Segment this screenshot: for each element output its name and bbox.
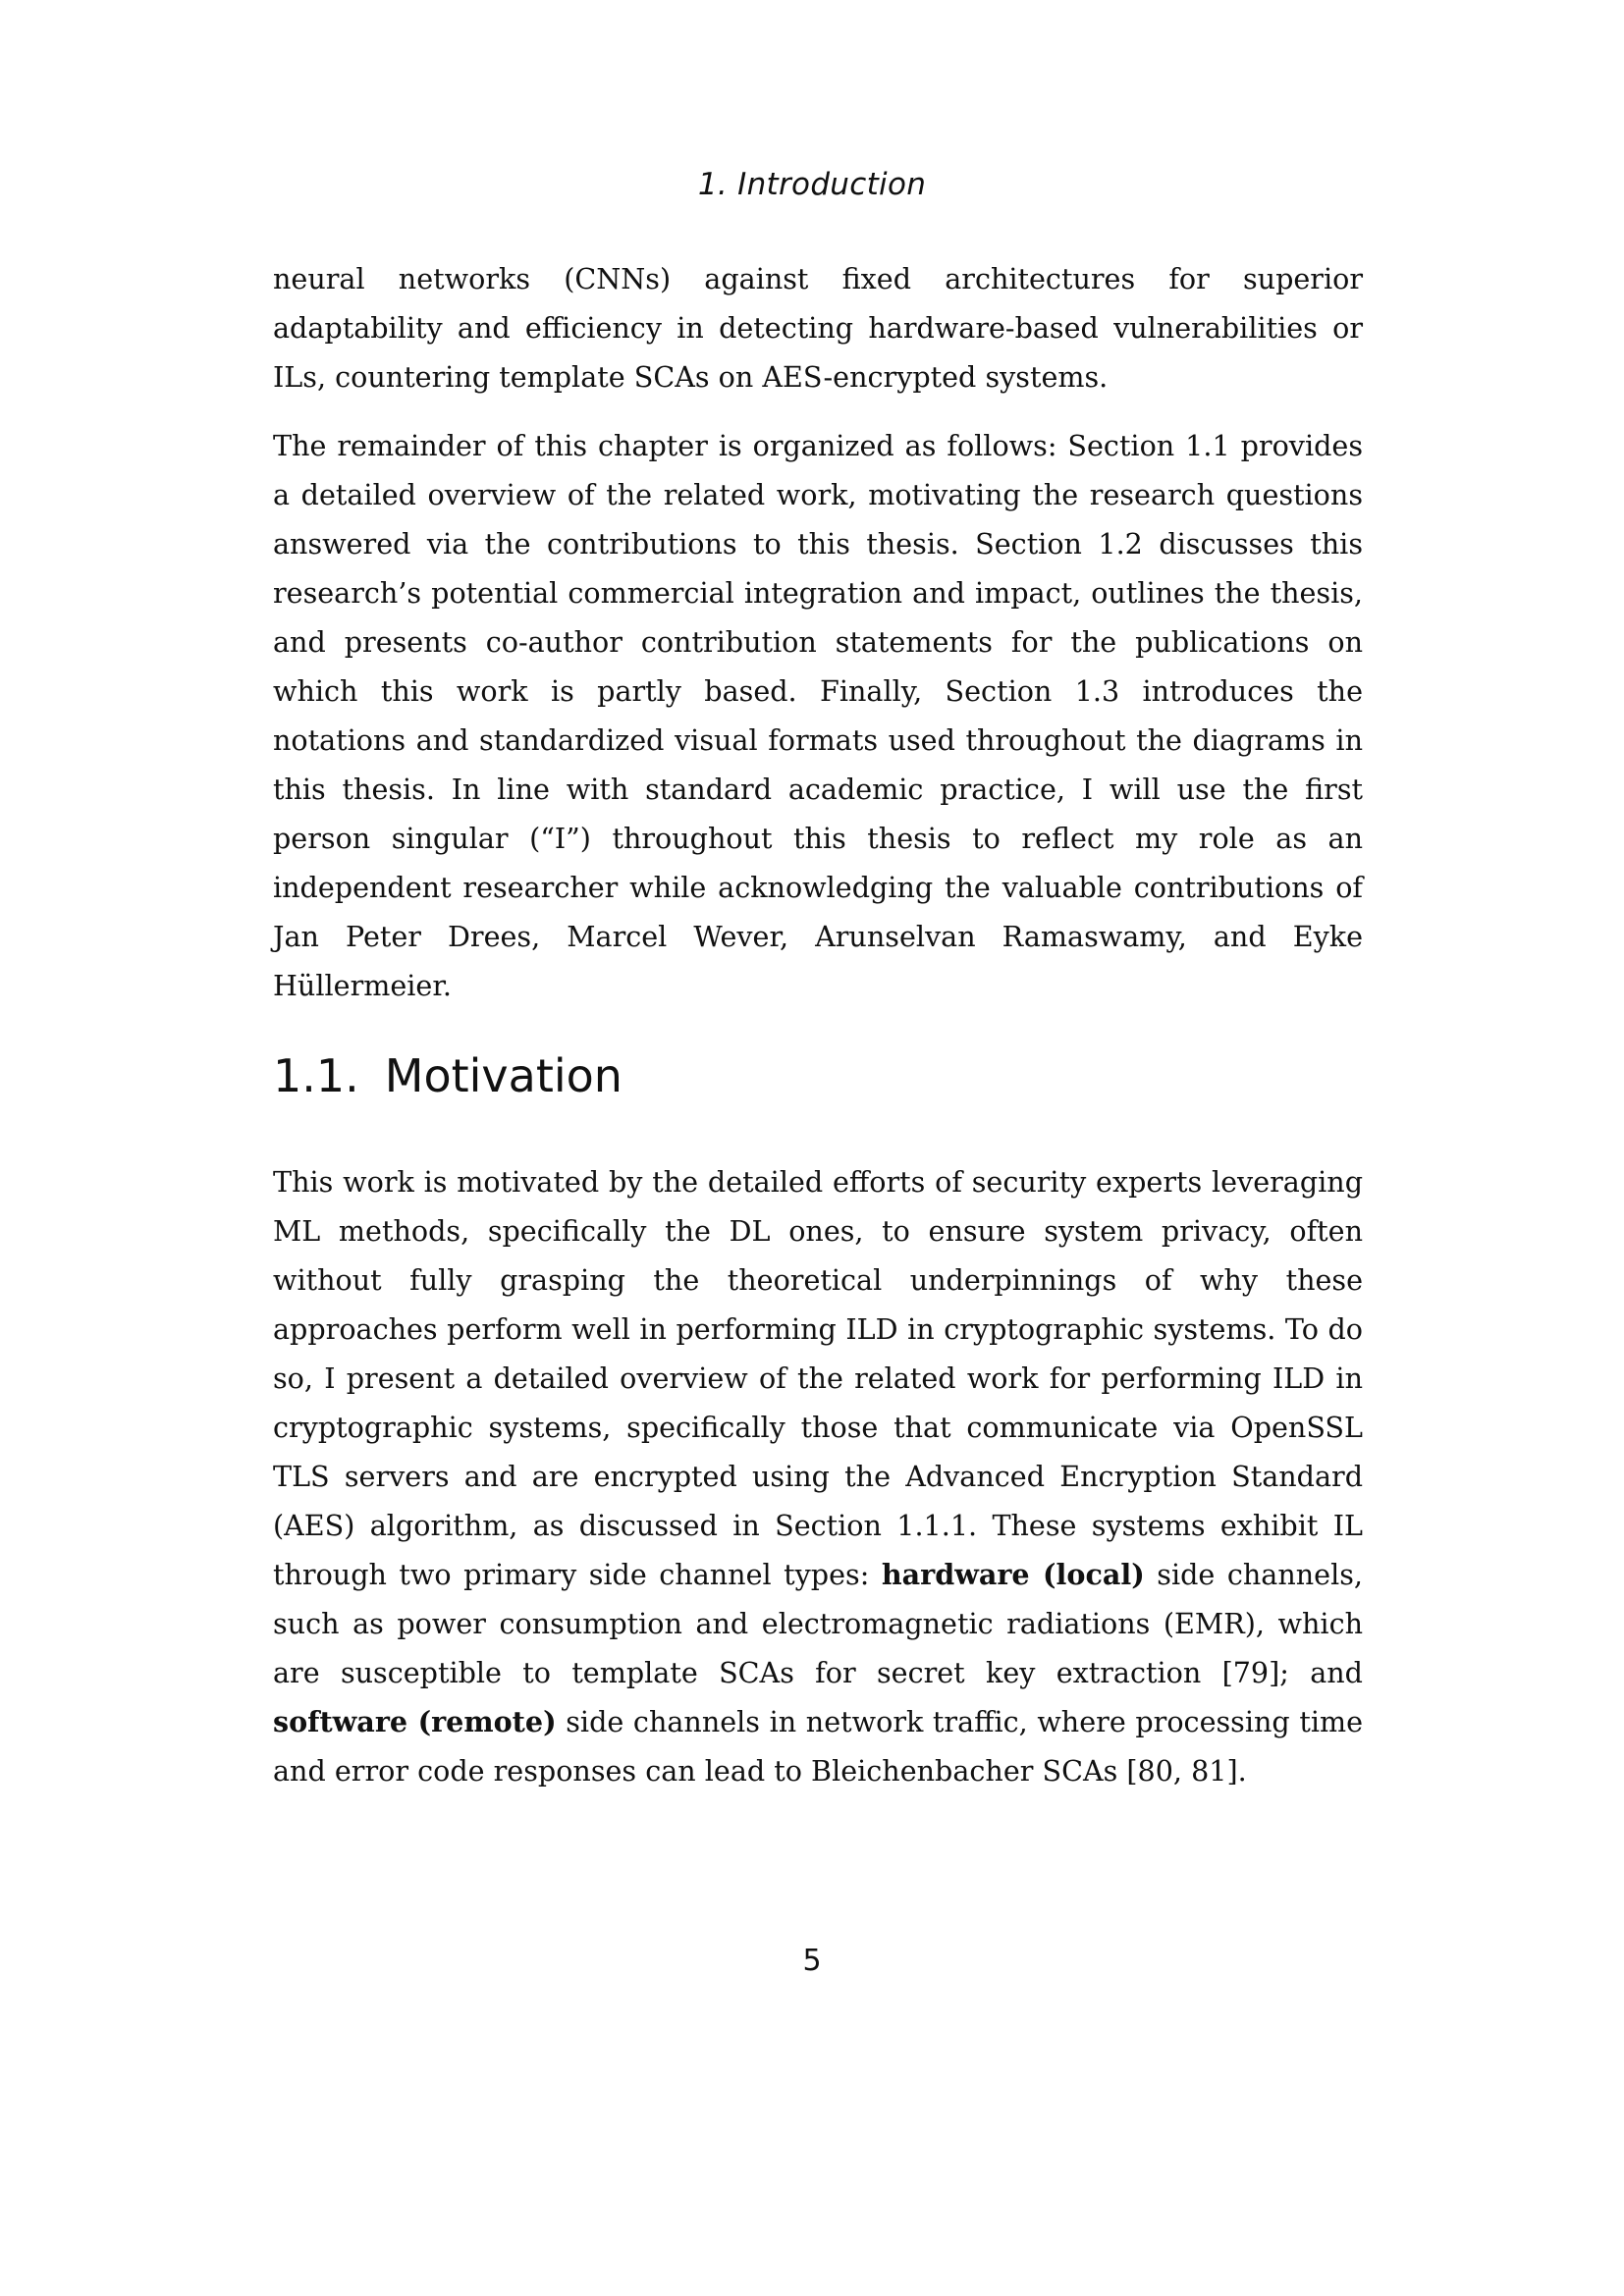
motivation-text-part3: side channels in network traffic, where processing time and error code responses can lead to Bleichenbacher SCAs [80, 81]. — [273, 1705, 1364, 1788]
paragraph-chapter-outline: The remainder of this chapter is organized as follows: Section 1.1 provides a detailed overview of the related work, motivating the research questions answered via the contributions to this thesis. Section 1.2 discusses this research’s potential commercial integration and impact, outlines the thesis, and presents co-author contribution statements for the publications on which this work is partly based. Finally, Section 1.3 introduces the notations and standardized visual formats used throughout the diagrams in this thesis. In line with standard academic practice, I will use the first person singular (“I”) throughout this thesis to reflect my role as an independent researcher while acknowledging the valuable contributions of Jan Peter Drees, Marcel Wever, Arunselvan Ramaswamy, and Eyke Hüllermeier. — [273, 429, 1363, 1002]
section-title: Motivation — [384, 1049, 623, 1102]
motivation-text-block — [273, 1157, 1363, 1795]
intro-text-block — [273, 254, 1363, 1010]
motivation-text-part1: This work is motivated by the detailed efforts of security experts leveraging ML methods, specifically the DL ones, to ensure system privacy, often without fully grasping the theoretical underpinnings of why these approaches perform well in performing ILD in cryptographic systems. To do so, I present a detailed overview of the related work for performing ILD in cryptographic systems, specifically those that communicate via OpenSSL TLS servers and are encrypted using the Advanced Encryption Standard (AES) algorithm, as discussed in Section 1.1.1. These systems exhibit IL through two primary side channel types: — [273, 1165, 1363, 1591]
running-header: 1. Introduction — [697, 167, 927, 202]
page-number: 5 — [802, 1944, 822, 1978]
term-hardware-local: hardware (local) — [881, 1558, 1145, 1591]
paragraph-continued: neural networks (CNNs) against fixed architectures for superior adaptability and efficiency in detecting hardware-based vulnerabilities or ILs, countering template SCAs on AES-encrypted systems. — [273, 262, 1363, 394]
section-heading — [273, 1041, 623, 1111]
motivation-text-part2: side channels, such as power consumption and electromagnetic radiations (EMR), which are susceptible to template SCAs for secret key extraction [79]; and — [273, 1558, 1363, 1689]
paragraph-motivation — [273, 1157, 1363, 1795]
term-software-remote: software (remote) — [273, 1705, 557, 1738]
section-number: 1.1. — [273, 1049, 359, 1102]
